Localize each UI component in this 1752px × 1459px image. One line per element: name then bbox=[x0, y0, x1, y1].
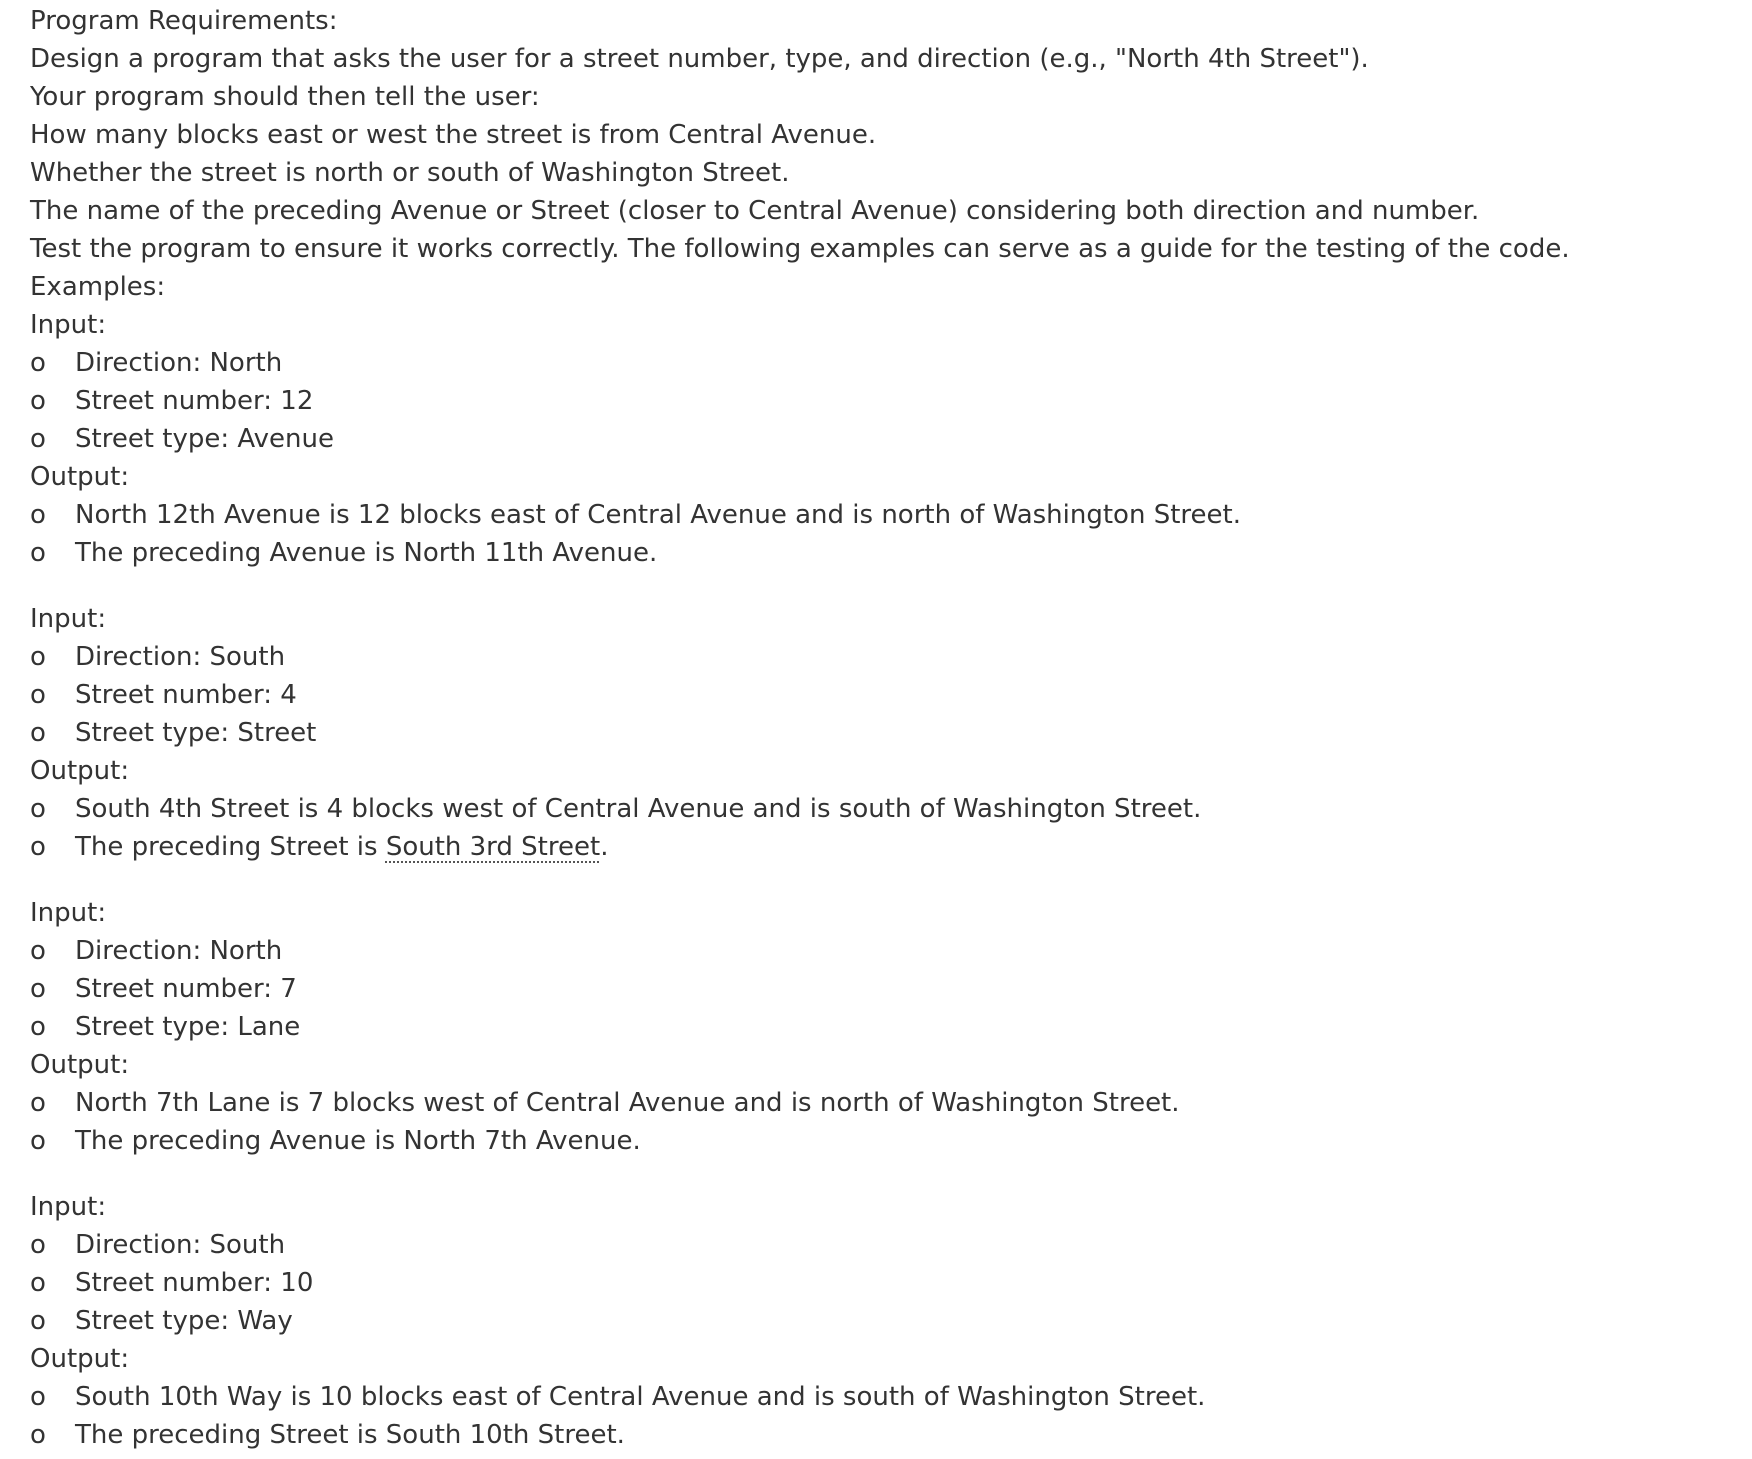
intro-line: The name of the preceding Avenue or Street (closer to Central Avenue) considering both direction and number. bbox=[30, 196, 1480, 226]
bullet-marker: o bbox=[30, 936, 46, 966]
example-block bbox=[30, 600, 1752, 866]
bullet-marker: o bbox=[30, 348, 46, 378]
intro-line: Test the program to ensure it works correctly. The following examples can serve as a guide for the testing of the code. bbox=[30, 234, 1570, 264]
input-text: Street number: 7 bbox=[75, 974, 297, 1004]
input-item bbox=[30, 1226, 1752, 1264]
output-item bbox=[30, 1084, 1752, 1122]
input-item bbox=[30, 932, 1752, 970]
output-label: Output: bbox=[30, 756, 130, 786]
bullet-marker: o bbox=[30, 794, 46, 824]
output-item bbox=[30, 496, 1752, 534]
output-text-suffix: . bbox=[600, 832, 609, 862]
heading: Program Requirements: bbox=[30, 6, 338, 36]
input-text: Street type: Lane bbox=[75, 1012, 301, 1042]
output-item bbox=[30, 1378, 1752, 1416]
input-label: Input: bbox=[30, 310, 107, 340]
input-text: Direction: South bbox=[75, 1230, 286, 1260]
output-text: The preceding Avenue is North 7th Avenue. bbox=[75, 1126, 641, 1156]
input-item bbox=[30, 344, 1752, 382]
bullet-marker: o bbox=[30, 1126, 46, 1156]
street-name-annotation[interactable]: South 3rd Street bbox=[385, 832, 601, 862]
input-text: Street type: Way bbox=[75, 1306, 293, 1336]
output-label: Output: bbox=[30, 462, 130, 492]
bullet-marker: o bbox=[30, 1420, 46, 1450]
bullet-marker: o bbox=[30, 1012, 46, 1042]
output-text-prefix: The preceding Street is bbox=[75, 832, 386, 862]
input-item bbox=[30, 1008, 1752, 1046]
bullet-marker: o bbox=[30, 538, 46, 568]
output-item bbox=[30, 534, 1752, 572]
input-item bbox=[30, 382, 1752, 420]
output-label: Output: bbox=[30, 1344, 130, 1374]
intro-line: Design a program that asks the user for a street number, type, and direction (e.g., "North 4th Street"). bbox=[30, 44, 1369, 74]
input-text: Street type: Street bbox=[75, 718, 317, 748]
bullet-marker: o bbox=[30, 1382, 46, 1412]
bullet-marker: o bbox=[30, 1088, 46, 1118]
intro-line: How many blocks east or west the street is from Central Avenue. bbox=[30, 120, 877, 150]
input-text: Direction: South bbox=[75, 642, 286, 672]
output-text: South 10th Way is 10 blocks east of Central Avenue and is south of Washington Street. bbox=[75, 1382, 1206, 1412]
bullet-marker: o bbox=[30, 832, 46, 862]
input-label: Input: bbox=[30, 1192, 107, 1222]
bullet-marker: o bbox=[30, 1268, 46, 1298]
spacer bbox=[30, 1160, 1752, 1188]
output-item bbox=[30, 1416, 1752, 1454]
example-block bbox=[30, 894, 1752, 1160]
input-text: Street number: 4 bbox=[75, 680, 297, 710]
output-text: The preceding Avenue is North 11th Avenue. bbox=[75, 538, 658, 568]
output-item bbox=[30, 790, 1752, 828]
input-item bbox=[30, 676, 1752, 714]
input-text: Street number: 10 bbox=[75, 1268, 314, 1298]
input-item bbox=[30, 970, 1752, 1008]
intro-line: Whether the street is north or south of Washington Street. bbox=[30, 158, 790, 188]
bullet-marker: o bbox=[30, 424, 46, 454]
input-text: Street number: 12 bbox=[75, 386, 314, 416]
output-text: North 7th Lane is 7 blocks west of Central Avenue and is north of Washington Street. bbox=[75, 1088, 1180, 1118]
spacer bbox=[30, 866, 1752, 894]
examples-label: Examples: bbox=[30, 272, 166, 302]
input-item bbox=[30, 638, 1752, 676]
example-block bbox=[30, 306, 1752, 572]
bullet-marker: o bbox=[30, 500, 46, 530]
input-item bbox=[30, 714, 1752, 752]
input-text: Direction: North bbox=[75, 936, 283, 966]
output-item bbox=[30, 828, 1752, 866]
input-item bbox=[30, 1264, 1752, 1302]
bullet-marker: o bbox=[30, 386, 46, 416]
bullet-marker: o bbox=[30, 680, 46, 710]
bullet-marker: o bbox=[30, 1306, 46, 1336]
input-label: Input: bbox=[30, 604, 107, 634]
output-label: Output: bbox=[30, 1050, 130, 1080]
bullet-marker: o bbox=[30, 642, 46, 672]
bullet-marker: o bbox=[30, 718, 46, 748]
bullet-marker: o bbox=[30, 974, 46, 1004]
output-text: North 12th Avenue is 12 blocks east of Central Avenue and is north of Washington Street. bbox=[75, 500, 1241, 530]
output-item bbox=[30, 1122, 1752, 1160]
example-block bbox=[30, 1188, 1752, 1454]
input-text: Direction: North bbox=[75, 348, 283, 378]
intro-line: Your program should then tell the user: bbox=[30, 82, 540, 112]
output-text: The preceding Street is South 10th Street. bbox=[75, 1420, 625, 1450]
input-text: Street type: Avenue bbox=[75, 424, 334, 454]
input-label: Input: bbox=[30, 898, 107, 928]
input-item bbox=[30, 420, 1752, 458]
bullet-marker: o bbox=[30, 1230, 46, 1260]
input-item bbox=[30, 1302, 1752, 1340]
spacer bbox=[30, 572, 1752, 600]
output-text: South 4th Street is 4 blocks west of Central Avenue and is south of Washington Street. bbox=[75, 794, 1202, 824]
